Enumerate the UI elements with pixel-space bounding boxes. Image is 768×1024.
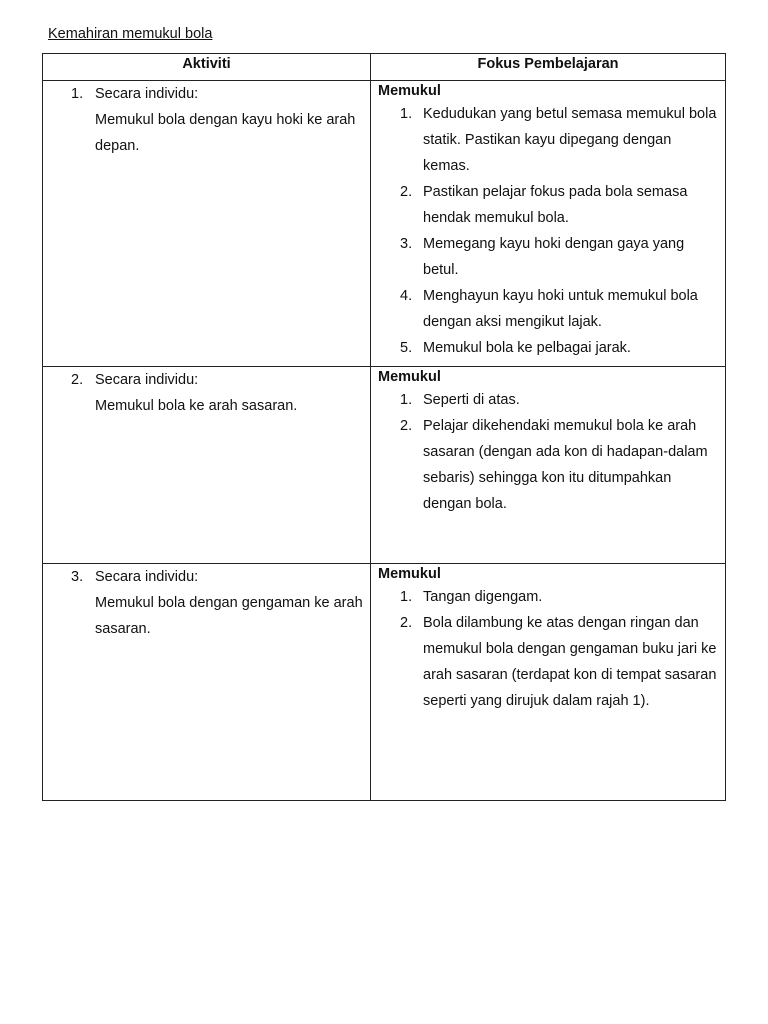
focus-heading: Memukul (378, 369, 441, 385)
focus-list (371, 101, 725, 361)
document-title: Kemahiran memukul bola (48, 26, 213, 42)
list-item (371, 283, 725, 335)
focus-list (371, 387, 725, 517)
header-activity: Aktiviti (43, 54, 371, 81)
list-number: 2. (400, 184, 413, 200)
header-focus: Fokus Pembelajaran (371, 54, 726, 81)
activity-description: Memukul bola dengan kayu hoki ke arah depan. (95, 112, 356, 154)
activity-label: Secara individu: (95, 569, 199, 585)
focus-cell (371, 564, 726, 801)
list-number: 2. (400, 418, 413, 434)
activity-description: Memukul bola dengan gengaman ke arah sasaran. (95, 595, 363, 637)
activity-cell (43, 564, 371, 801)
list-text: Bola dilambung ke atas dengan ringan dan memukul bola dengan gengaman buku jari ke arah sasaran (terdapat kon di tempat sasaran seperti yang dirujuk dalam rajah 1). (423, 615, 717, 709)
activity-item (43, 564, 370, 642)
list-item (371, 231, 725, 283)
activity-label: Secara individu: (95, 86, 199, 102)
table-row (43, 367, 726, 564)
activity-table (42, 53, 726, 801)
list-number: 5. (400, 340, 413, 356)
list-text: Tangan digengam. (423, 589, 543, 605)
list-text: Menghayun kayu hoki untuk memukul bola dengan aksi mengikut lajak. (423, 288, 698, 330)
table-row (43, 564, 726, 801)
list-item (371, 413, 725, 517)
table-header-row (43, 54, 726, 81)
focus-cell (371, 367, 726, 564)
focus-cell (371, 81, 726, 367)
list-item (371, 179, 725, 231)
list-item (371, 335, 725, 361)
list-text: Kedudukan yang betul semasa memukul bola statik. Pastikan kayu dipegang dengan kemas. (423, 106, 717, 174)
activity-number: 3. (71, 569, 84, 585)
activity-label: Secara individu: (95, 372, 199, 388)
list-item (371, 387, 725, 413)
focus-heading: Memukul (378, 83, 441, 99)
list-text: Memegang kayu hoki dengan gaya yang betul. (423, 236, 685, 278)
list-number: 1. (400, 589, 413, 605)
activity-item (43, 367, 370, 419)
activity-number: 1. (71, 86, 84, 102)
activity-number: 2. (71, 372, 84, 388)
list-item (371, 101, 725, 179)
list-item (371, 610, 725, 714)
focus-heading: Memukul (378, 566, 441, 582)
list-item (371, 584, 725, 610)
list-text: Pastikan pelajar fokus pada bola semasa hendak memukul bola. (423, 184, 688, 226)
list-number: 3. (400, 236, 413, 252)
list-text: Pelajar dikehendaki memukul bola ke arah sasaran (dengan ada kon di hadapan-dalam sebaris) sehingga kon itu ditumpahkan dengan bola. (423, 418, 708, 512)
list-text: Seperti di atas. (423, 392, 520, 408)
list-number: 2. (400, 615, 413, 631)
activity-description: Memukul bola ke arah sasaran. (95, 398, 298, 414)
focus-list (371, 584, 725, 714)
list-number: 1. (400, 392, 413, 408)
list-number: 1. (400, 106, 413, 122)
activity-cell (43, 81, 371, 367)
activity-cell (43, 367, 371, 564)
list-number: 4. (400, 288, 413, 304)
activity-item (43, 81, 370, 159)
list-text: Memukul bola ke pelbagai jarak. (423, 340, 631, 356)
table-row (43, 81, 726, 367)
